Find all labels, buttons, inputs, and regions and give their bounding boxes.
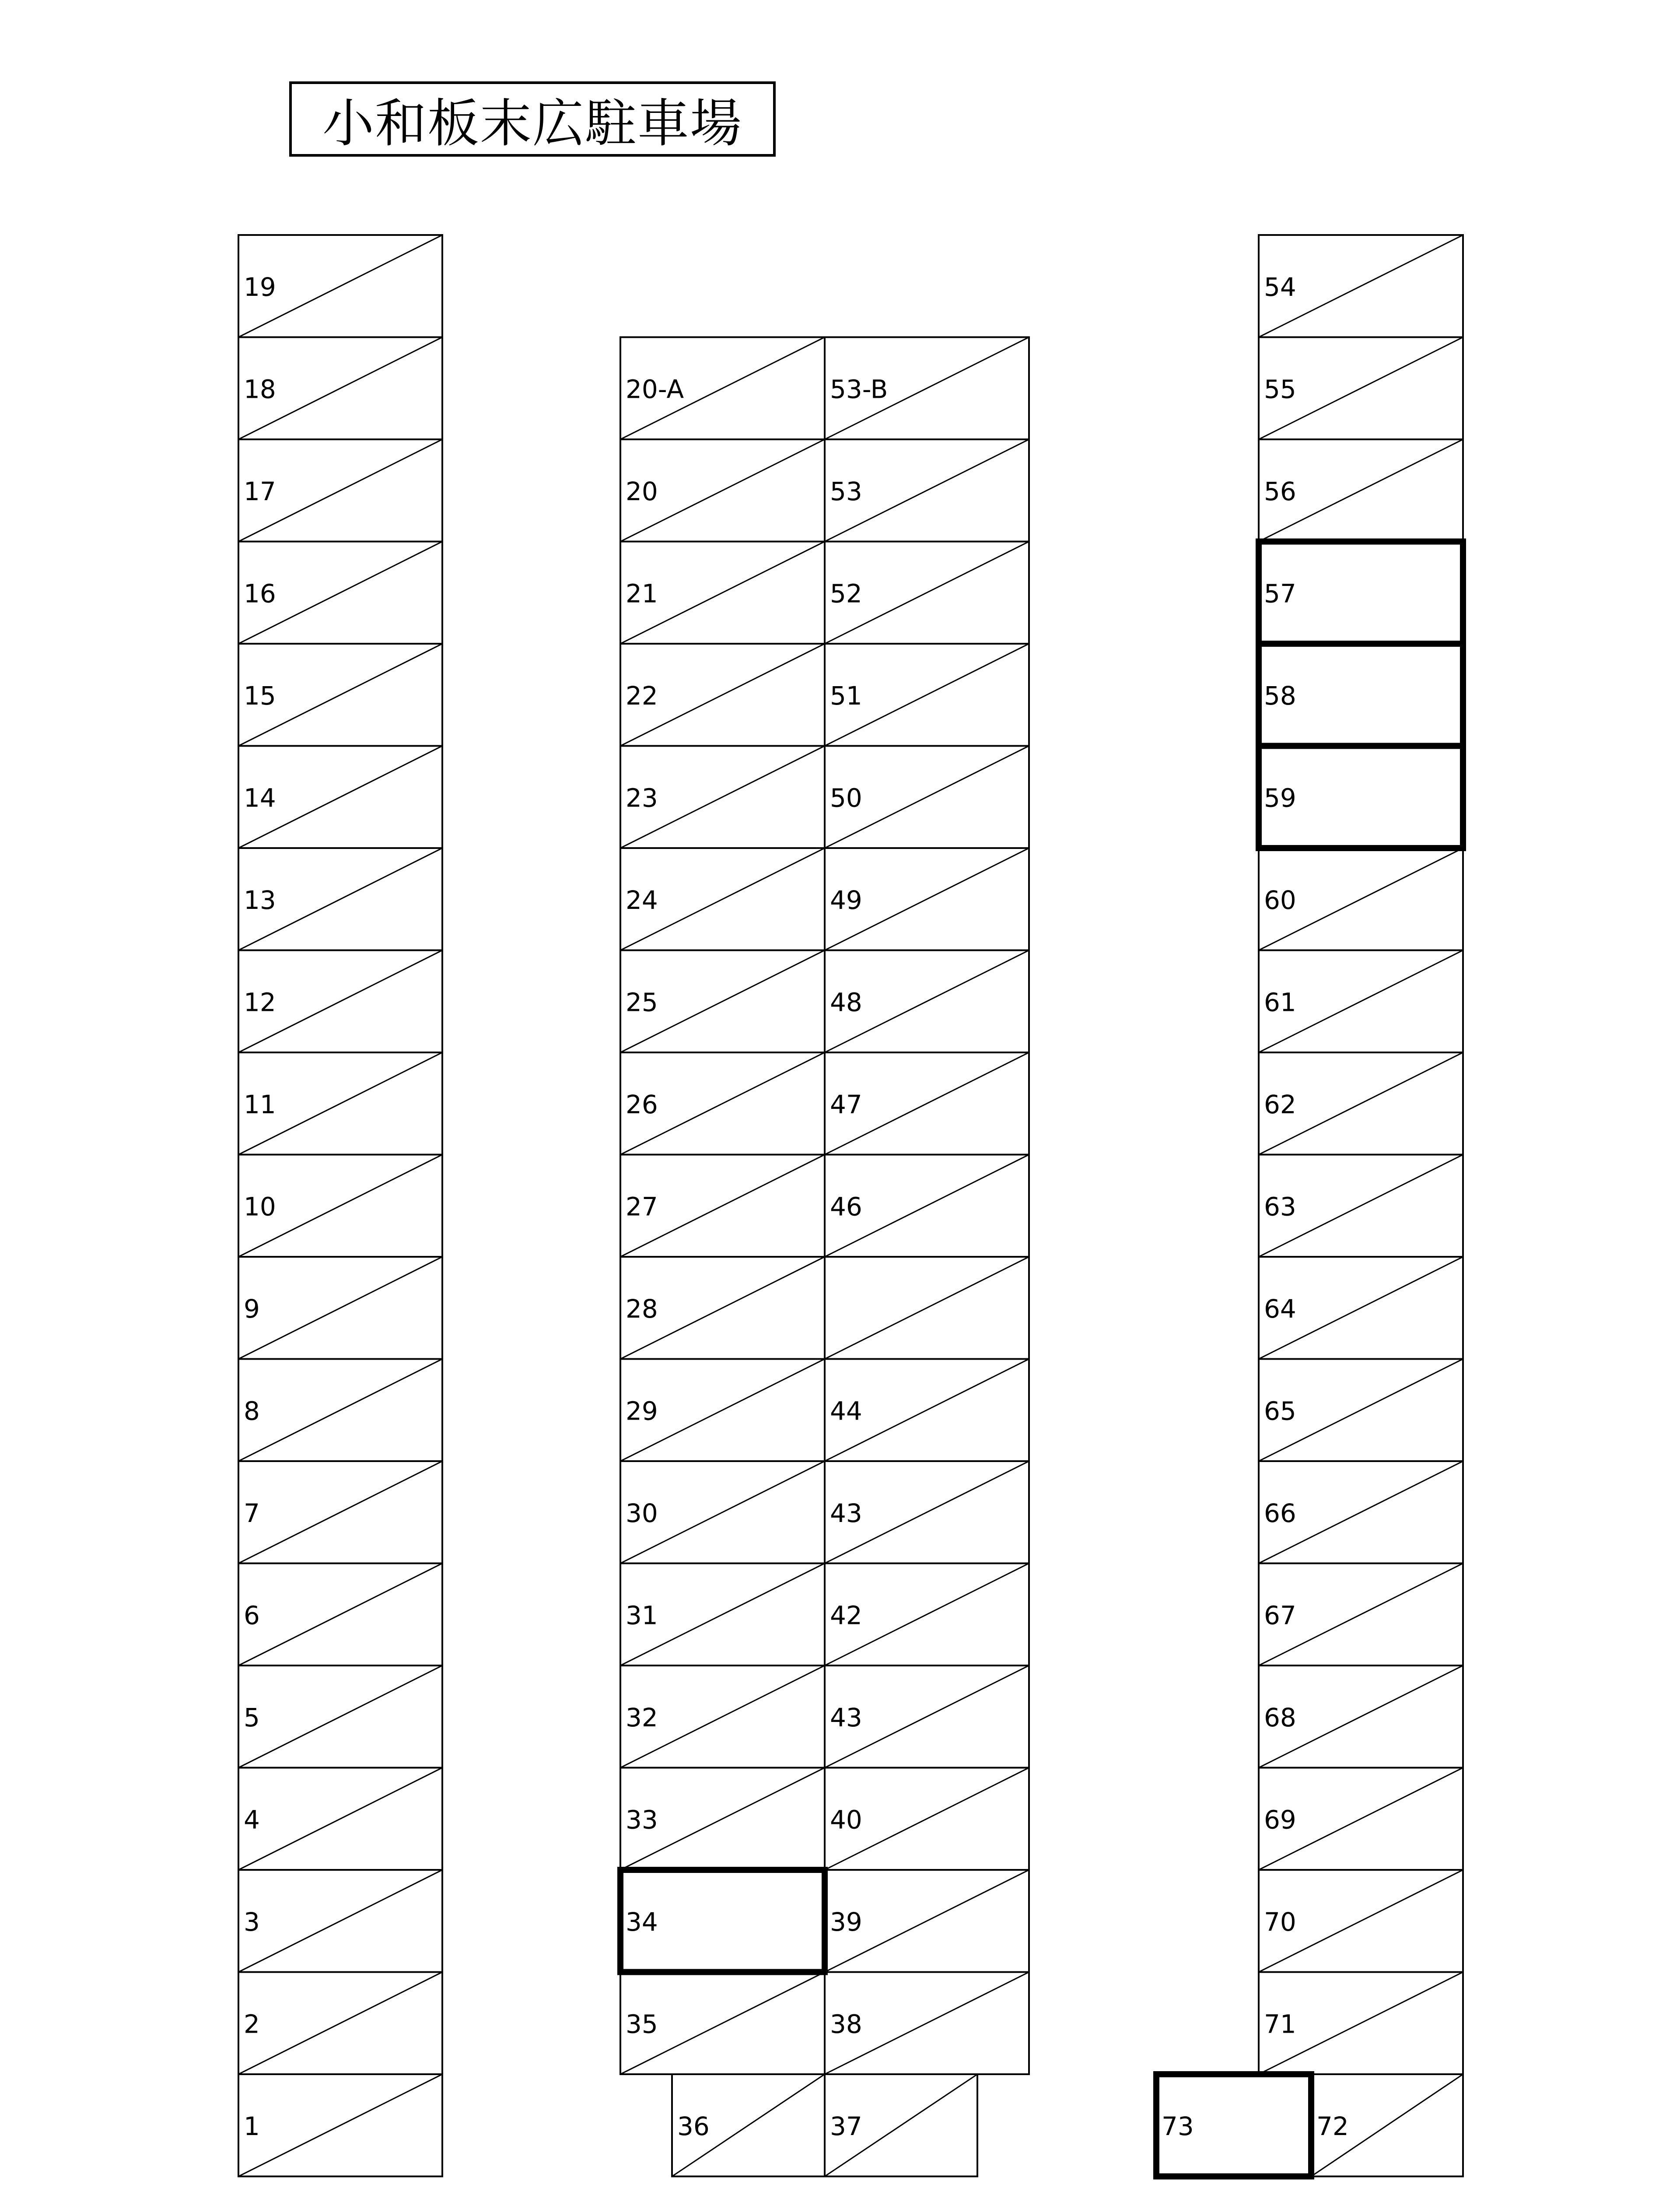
parking-space <box>825 439 1029 542</box>
parking-space <box>620 746 825 849</box>
parking-space <box>238 1257 442 1359</box>
parking-space <box>238 439 442 542</box>
parking-space <box>1259 1461 1463 1564</box>
space-number: 55 <box>1264 374 1296 404</box>
space-number: 44 <box>830 1396 862 1426</box>
parking-space-diagonal <box>238 1359 442 1462</box>
parking-space <box>620 439 825 542</box>
parking-space <box>825 1155 1029 1257</box>
space-number: 21 <box>626 579 658 609</box>
space-number: 39 <box>830 1907 862 1937</box>
parking-space <box>238 235 442 337</box>
parking-space <box>238 1359 442 1462</box>
parking-space <box>1259 746 1463 849</box>
parking-space <box>825 542 1029 644</box>
parking-space <box>238 1461 442 1564</box>
parking-space-diagonal <box>825 1257 1029 1359</box>
parking-space <box>238 1972 442 2075</box>
space-number: 37 <box>830 2111 862 2141</box>
space-number: 69 <box>1264 1805 1296 1835</box>
parking-space <box>825 848 1029 950</box>
space-number: 35 <box>626 2009 658 2039</box>
parking-space <box>1259 1666 1463 1768</box>
parking-space <box>620 848 825 950</box>
parking-space <box>1259 1359 1463 1462</box>
space-number: 59 <box>1264 783 1296 813</box>
parking-space <box>238 337 442 440</box>
parking-space <box>825 644 1029 746</box>
space-number: 6 <box>244 1600 260 1630</box>
space-number: 67 <box>1264 1600 1296 1630</box>
space-number: 32 <box>626 1702 658 1732</box>
parking-space <box>672 2074 825 2177</box>
space-number: 28 <box>626 1294 658 1324</box>
space-number: 60 <box>1264 885 1296 915</box>
parking-space <box>620 1155 825 1257</box>
parking-space <box>1259 1870 1463 1972</box>
space-number: 20-A <box>626 374 684 404</box>
space-number: 47 <box>830 1089 862 1119</box>
space-number: 3 <box>244 1907 260 1937</box>
space-number: 31 <box>626 1600 658 1630</box>
parking-space <box>825 1870 1029 1972</box>
parking-space <box>825 1052 1029 1155</box>
parking-space <box>1259 1052 1463 1155</box>
space-number: 48 <box>830 987 862 1017</box>
space-number: 16 <box>244 579 276 609</box>
parking-space <box>1259 644 1463 746</box>
space-number: 24 <box>626 885 658 915</box>
parking-space <box>620 1768 825 1870</box>
parking-space <box>620 1972 825 2075</box>
parking-space-diagonal <box>238 1666 442 1768</box>
space-number: 46 <box>830 1192 862 1222</box>
space-number: 2 <box>244 2009 260 2039</box>
space-number: 23 <box>626 783 658 813</box>
parking-space <box>238 950 442 1053</box>
space-number: 50 <box>830 783 862 813</box>
space-number: 71 <box>1264 2009 1296 2039</box>
parking-space <box>825 1768 1029 1870</box>
parking-space <box>620 1359 825 1462</box>
space-number: 26 <box>626 1089 658 1119</box>
parking-space <box>238 542 442 644</box>
parking-space <box>1259 235 1463 337</box>
space-number: 15 <box>244 680 276 711</box>
space-number: 8 <box>244 1396 260 1426</box>
parking-space-diagonal <box>238 2074 442 2177</box>
parking-space <box>1259 1564 1463 1666</box>
parking-space <box>620 644 825 746</box>
parking-space <box>825 950 1029 1053</box>
parking-space <box>620 950 825 1053</box>
space-number: 43 <box>830 1702 862 1732</box>
space-number: 30 <box>626 1498 658 1528</box>
space-number: 42 <box>830 1600 862 1630</box>
space-number: 1 <box>244 2111 260 2141</box>
space-number: 14 <box>244 783 276 813</box>
parking-space <box>1259 950 1463 1053</box>
space-number: 72 <box>1316 2111 1349 2141</box>
space-number: 53 <box>830 476 862 506</box>
parking-space <box>825 1461 1029 1564</box>
parking-space <box>620 337 825 440</box>
space-number: 56 <box>1264 476 1296 506</box>
space-number: 36 <box>677 2111 710 2141</box>
parking-space <box>1259 1257 1463 1359</box>
parking-space-diagonal <box>238 1870 442 1972</box>
parking-space-diagonal <box>238 1768 442 1870</box>
parking-space <box>238 644 442 746</box>
parking-space <box>238 1155 442 1257</box>
space-number: 13 <box>244 885 276 915</box>
page-title: 小和板末広駐車場 <box>289 81 776 157</box>
space-number: 40 <box>830 1805 862 1835</box>
parking-space <box>1259 1155 1463 1257</box>
parking-space <box>1259 1972 1463 2075</box>
parking-space <box>238 1052 442 1155</box>
space-number: 25 <box>626 987 658 1017</box>
space-number: 62 <box>1264 1089 1296 1119</box>
parking-space <box>825 337 1029 440</box>
parking-space-diagonal <box>238 1257 442 1359</box>
space-number: 49 <box>830 885 862 915</box>
space-number: 4 <box>244 1805 260 1835</box>
parking-space <box>620 1257 825 1359</box>
space-number: 63 <box>1264 1192 1296 1222</box>
space-number: 5 <box>244 1702 260 1732</box>
parking-space <box>620 1870 825 1972</box>
space-number: 43 <box>830 1498 862 1528</box>
space-number: 66 <box>1264 1498 1296 1528</box>
space-number: 51 <box>830 680 862 711</box>
space-number: 29 <box>626 1396 658 1426</box>
parking-space <box>1259 848 1463 950</box>
parking-space <box>238 1666 442 1768</box>
parking-space-diagonal <box>238 1564 442 1666</box>
space-number: 9 <box>244 1294 260 1324</box>
parking-space <box>825 2074 977 2177</box>
parking-space <box>1259 439 1463 542</box>
space-number: 38 <box>830 2009 862 2039</box>
parking-space <box>825 1666 1029 1768</box>
space-number: 52 <box>830 579 862 609</box>
space-number: 7 <box>244 1498 260 1528</box>
parking-space-diagonal <box>238 1461 442 1564</box>
parking-space <box>1156 2074 1311 2177</box>
space-number: 33 <box>626 1805 658 1835</box>
space-number: 68 <box>1264 1702 1296 1732</box>
parking-space <box>238 1870 442 1972</box>
parking-space <box>238 2074 442 2177</box>
space-number: 73 <box>1162 2111 1194 2141</box>
space-number: 70 <box>1264 1907 1296 1937</box>
space-number: 19 <box>244 272 276 302</box>
parking-space <box>825 1359 1029 1462</box>
space-number: 58 <box>1264 680 1296 711</box>
parking-space <box>1259 337 1463 440</box>
space-number: 65 <box>1264 1396 1296 1426</box>
space-number: 10 <box>244 1192 276 1222</box>
space-number: 18 <box>244 374 276 404</box>
space-number: 34 <box>626 1907 658 1937</box>
space-number: 20 <box>626 476 658 506</box>
parking-space <box>620 1666 825 1768</box>
parking-space <box>1259 542 1463 644</box>
space-number: 11 <box>244 1089 276 1119</box>
space-number: 17 <box>244 476 276 506</box>
space-number: 61 <box>1264 987 1296 1017</box>
parking-space <box>825 1564 1029 1666</box>
space-number: 53-B <box>830 374 888 404</box>
parking-space <box>825 1972 1029 2075</box>
parking-space <box>620 542 825 644</box>
space-number: 22 <box>626 680 658 711</box>
space-number: 54 <box>1264 272 1296 302</box>
parking-space <box>620 1052 825 1155</box>
parking-space <box>1259 1768 1463 1870</box>
parking-space <box>238 1564 442 1666</box>
parking-space-diagonal <box>238 1972 442 2075</box>
parking-space <box>620 1564 825 1666</box>
parking-space <box>238 746 442 849</box>
space-number: 57 <box>1264 579 1296 609</box>
space-number: 12 <box>244 987 276 1017</box>
parking-space <box>825 746 1029 849</box>
parking-space <box>1311 2074 1463 2177</box>
space-number: 27 <box>626 1192 658 1222</box>
parking-space <box>825 1257 1029 1359</box>
parking-space <box>620 1461 825 1564</box>
parking-space <box>238 1768 442 1870</box>
space-number: 64 <box>1264 1294 1296 1324</box>
parking-space <box>238 848 442 950</box>
